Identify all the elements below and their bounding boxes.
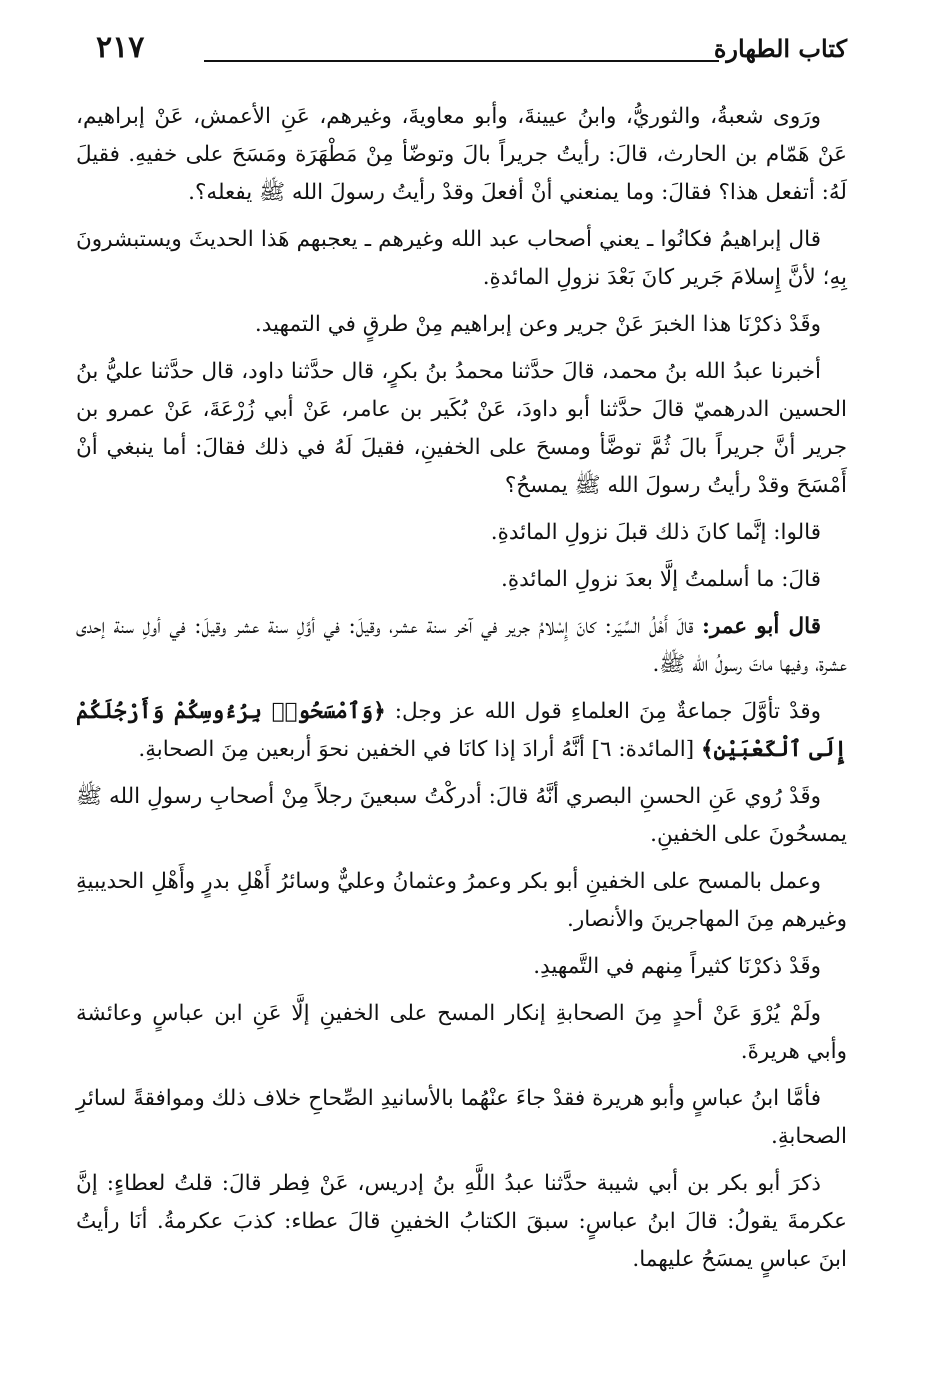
paragraph: قال أبو عمر: قالَ أَهْلُ السِّيَر: كانَ إِسْلامُ جرير في آخر سنة عشر، وقيلَ: في أوَّلِ سنة عشر وقيلَ: في أولِ سنة إحدى عشرة، وفيها ماتَ رسولُ الله ﷺ. [76, 614, 847, 677]
book-title: كتاب الطهارة [713, 34, 847, 63]
paragraph: وقَدْ رُوي عَنِ الحسنِ البصري أنَّهُ قالَ: أدركْتُ سبعينَ رجلاً مِنْ أصحابِ رسولِ الله ﷺ يمسحُونَ على الخفينِ. [76, 784, 847, 847]
paragraph: ولَمْ يُرْوَ عَنْ أحدٍ مِنَ الصحابةِ إنكار المسح على الخفينِ إلَّا عَنِ ابن عباسٍ وعائشة وأبي هريرةَ. [76, 1001, 847, 1064]
page-number: ٢١٧ [96, 30, 145, 65]
paragraph: قالَ: ما أسلمتُ إلَّا بعدَ نزولِ المائدةِ. [500, 567, 821, 592]
paragraph: وقدْ تأوَّلَ جماعةٌ مِنَ العلماءِ قول الله عز وجل: ﴿وَٱمْسَحُوا۟ بِرُءُوسِكُمْ وَأَرْجُلَكُمْ إِلَى ٱلْكَعْبَيْنِ﴾ [المائدة: ٦] أنَّهُ أرادَ إذا كانَا في الخفين نحوَ أربعين مِنَ الصحابةِ. [76, 699, 847, 762]
paragraph: أخبرنا عبدُ الله بنُ محمد، قالَ حدَّثنا محمدُ بنُ بكرٍ، قال حدَّثنا داود، قال حدَّثنا عليُّ بنُ الحسين الدرهميّ قالَ حدَّثنا أبو داودَ، عَنْ بُكَير بن عامر، عَنْ أبي زُرْعَةَ، عَنْ عمرو بن جرير أنَّ جريراً بالَ ثُمَّ توضَّأ ومسحَ على الخفينِ، فقيلَ لَهُ في ذلك فقالَ: أما ينبغي أنْ أَمْسَحَ وقدْ رأيتُ رسولَ الله ﷺ يمسحُ؟ [76, 359, 847, 498]
body-text [76, 98, 847, 1279]
header-rule [204, 60, 719, 62]
paragraph: قالوا: إنَّما كانَ ذلك قبلَ نزولِ المائدةِ. [490, 520, 821, 545]
paragraph: وعمل بالمسح على الخفينِ أبو بكر وعمرُ وعثمانُ وعليٌّ وسائرُ أَهْلِ بدرٍ وأَهْلِ الحديبيةِ وغيرهم مِنَ المهاجرينَ والأنصار. [76, 869, 847, 932]
paragraph: وقَدْ ذكرْنَا هذا الخبرَ عَنْ جرير وعن إبراهيم مِنْ طرقٍ في التمهيد. [254, 312, 821, 337]
speaker-label: قال أبو عمر: [702, 614, 821, 639]
paragraph: قال إبراهيمُ فكانُوا ـ يعني أصحاب عبد الله وغيرهم ـ يعجبهم هَذا الحديثَ ويستبشرونَ بِهِ؛ لأنَّ إِسلامَ جَرير كانَ بَعْدَ نزولِ المائدةِ. [76, 227, 847, 290]
paragraph: ورَوى شعبةُ، والثوريُّ، وابنُ عيينةَ، وأبو معاويةَ، وغيرهم، عَنِ الأعمش، عَنْ إبراهيم، عَنْ هَمّام بن الحارث، قالَ: رأيتُ جريراً بالَ وتوضّأ مِنْ مَطْهَرَة ومَسَحَ على خفيهِ. فقيلَ لَهُ: أتفعل هذا؟ فقالَ: وما يمنعني أنْ أفعلَ وقدْ رأيتُ رسولَ الله ﷺ يفعله؟. [76, 104, 847, 205]
paragraph: فأمَّا ابنُ عباسٍ وأبو هريرة فقدْ جاءَ عنْهُما بالأسانيدِ الصِّحاحِ خلاف ذلك وموافقةً لسائرِ الصحابةِ. [76, 1086, 847, 1149]
page-header [76, 28, 847, 72]
quran-verse: ﴿وَٱمْسَحُوا۟ بِرُءُوسِكُمْ وَأَرْجُلَكُمْ إِلَى ٱلْكَعْبَيْنِ﴾ [76, 699, 847, 762]
paragraph: ذكرَ أبو بكر بن أبي شيبة حدَّثنا عبدُ اللَّهِ بنُ إدريس، عَنْ فِطر قالَ: قلتُ لعطاءٍ: إنَّ عكرمةَ يقولُ: قالَ ابنُ عباسٍ: سبقَ الكتابُ الخفينِ قالَ عطاء: كذبَ عكرمةُ. أنَا رأيتُ ابنَ عباسٍ يمسَحُ عليهما. [76, 1171, 847, 1272]
paragraph: وقَدْ ذكرْنَا كثيراً مِنهم في التَّمهيدِ. [533, 954, 821, 979]
